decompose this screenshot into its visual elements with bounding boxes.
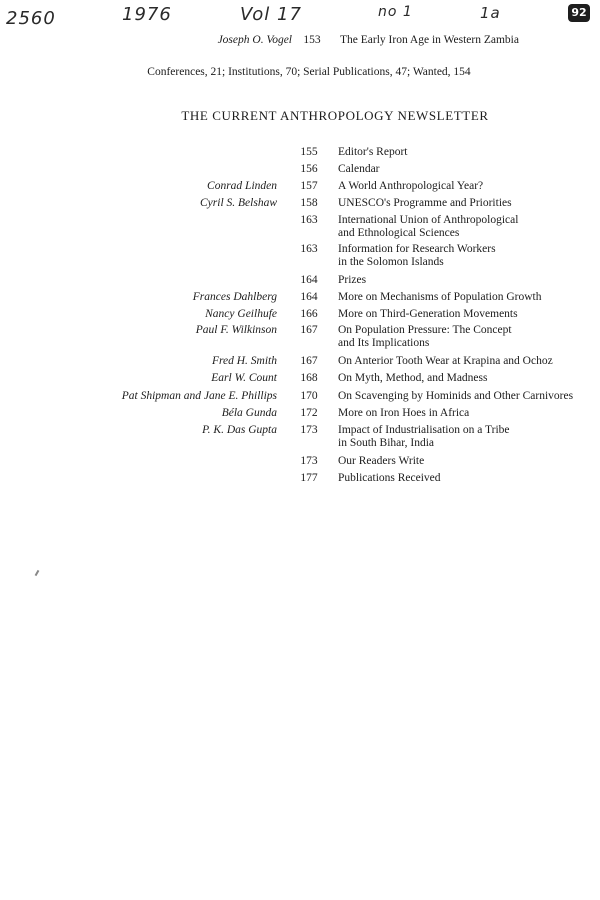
entry-title: On Myth, Method, and Madness xyxy=(338,372,488,384)
entry-title: On Scavenging by Hominids and Other Carnivores xyxy=(338,390,574,402)
entry-page: 173 xyxy=(300,455,318,467)
handwritten-note-year: 1976 xyxy=(122,4,172,25)
entry-page: 163 xyxy=(300,214,318,226)
entry-page: 173 xyxy=(300,424,318,436)
index-summary: Conferences, 21; Institutions, 70; Serial Publications, 47; Wanted, 154 xyxy=(147,66,471,78)
entry-page: 164 xyxy=(300,291,318,303)
entry-page: 172 xyxy=(300,407,318,419)
handwritten-note-part: 1a xyxy=(480,4,501,22)
entry-title: A World Anthropological Year? xyxy=(338,180,484,192)
entry-page: 156 xyxy=(300,163,318,175)
article-author: Joseph O. Vogel xyxy=(217,34,292,46)
entry-page: 167 xyxy=(300,324,318,336)
entry-title: UNESCO's Programme and Priorities xyxy=(338,197,512,209)
entry-title: More on Iron Hoes in Africa xyxy=(338,407,470,419)
entry-title: More on Third-Generation Movements xyxy=(338,308,518,320)
entry-author: Nancy Geilhufe xyxy=(205,308,277,320)
entry-author: Béla Gunda xyxy=(221,407,277,419)
article-page: 153 xyxy=(303,34,321,46)
article-title: The Early Iron Age in Western Zambia xyxy=(340,34,519,46)
handwritten-note-catalog: 2560 xyxy=(6,8,56,29)
entry-author: Paul F. Wilkinson xyxy=(195,324,277,336)
entry-title: Impact of Industrialisation on a Tribe in South Bihar, India xyxy=(338,424,510,449)
entry-page: 158 xyxy=(300,197,318,209)
entry-title: On Anterior Tooth Wear at Krapina and Ochoz xyxy=(338,355,553,367)
entry-title: International Union of Anthropological and Ethnological Sciences xyxy=(338,214,519,239)
entry-title: Publications Received xyxy=(338,472,441,484)
entry-title: Editor's Report xyxy=(338,146,408,158)
entry-title: More on Mechanisms of Population Growth xyxy=(338,291,542,303)
entry-page: 170 xyxy=(300,390,318,402)
entry-page: 163 xyxy=(300,243,318,255)
entry-page: 168 xyxy=(300,372,318,384)
entry-page: 166 xyxy=(300,308,318,320)
entry-page: 167 xyxy=(300,355,318,367)
entry-title: Calendar xyxy=(338,163,380,175)
entry-author: Fred H. Smith xyxy=(211,355,277,367)
entry-title: Our Readers Write xyxy=(338,455,425,467)
entry-author: Earl W. Count xyxy=(211,372,277,384)
handwritten-note-volume: Vol 17 xyxy=(240,4,302,25)
entry-author: Conrad Linden xyxy=(207,180,277,192)
entry-author: Cyril S. Belshaw xyxy=(200,197,277,209)
scan-speck xyxy=(35,570,40,576)
entry-author: P. K. Das Gupta xyxy=(202,424,277,436)
newsletter-heading: THE CURRENT ANTHROPOLOGY NEWSLETTER xyxy=(181,108,489,123)
stamp-mark: 92 xyxy=(568,4,590,22)
entry-title: Prizes xyxy=(338,274,367,286)
entry-page: 155 xyxy=(300,146,318,158)
entry-page: 157 xyxy=(300,180,318,192)
entry-page: 177 xyxy=(300,472,318,484)
entry-title: On Population Pressure: The Concept and Its Implications xyxy=(338,324,512,349)
handwritten-note-number: no 1 xyxy=(378,4,413,20)
entry-author: Pat Shipman and Jane E. Phillips xyxy=(121,390,277,402)
entry-author: Frances Dahlberg xyxy=(192,291,277,303)
entry-title: Information for Research Workers in the Solomon Islands xyxy=(338,243,496,268)
entry-page: 164 xyxy=(300,274,318,286)
